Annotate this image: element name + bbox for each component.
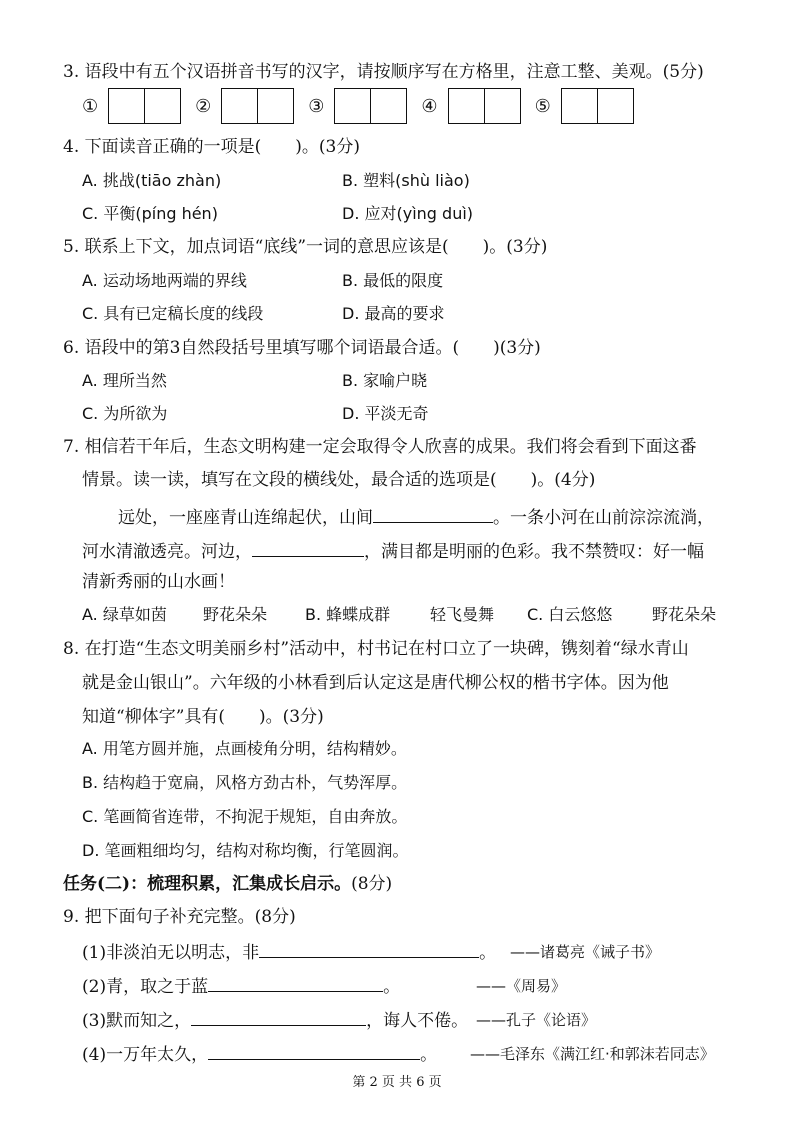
box-grid-3[interactable] — [334, 88, 407, 124]
q9-s3-text: (3)默而知之， — [82, 1011, 192, 1031]
q6-option-c: C. 为所欲为 — [82, 404, 168, 423]
q7-passage-text: 河水清澈透亮。河边， — [82, 542, 252, 562]
q4-option-d: D. 应对(yìng duì) — [342, 204, 474, 223]
box-grid-2[interactable] — [221, 88, 294, 124]
answer-boxes — [82, 88, 648, 124]
q9-s1-text: (1)非淡泊无以明志，非 — [82, 943, 260, 963]
q9-s3-end: ，诲人不倦。 — [366, 1011, 469, 1031]
q9-s1-end: 。 — [479, 943, 497, 963]
task2-score: (8分) — [351, 874, 393, 894]
q9-source-3: ——孔子《论语》 — [476, 1011, 597, 1029]
task2-heading — [63, 873, 392, 895]
q7-passage-text: 远处，一座座青山连绵起伏，山间 — [118, 508, 373, 528]
q5-option-c: C. 具有已定稿长度的线段 — [82, 304, 264, 323]
marker-2: ② — [195, 95, 212, 117]
q9-sentence-1 — [82, 940, 496, 964]
q8-option-b: B. 结构趋于宽扁，风格方劲古朴，气势浑厚。 — [82, 773, 408, 792]
box-grid-5[interactable] — [561, 88, 634, 124]
q7-option-a2: 野花朵朵 — [203, 605, 268, 624]
q4-text: 4. 下面读音正确的一项是( )。(3分) — [63, 137, 360, 157]
q8-option-c: C. 笔画简省连带，不拘泥于规矩，自由奔放。 — [82, 807, 408, 826]
q7-passage-text: 。一条小河在山前淙淙流淌， — [493, 508, 714, 528]
q6-option-a: A. 理所当然 — [82, 371, 167, 390]
box-grid-4[interactable] — [448, 88, 521, 124]
q6-text: 6. 语段中的第3自然段括号里填写哪个词语最合适。( )(3分) — [63, 338, 541, 358]
q5-option-d: D. 最高的要求 — [342, 304, 445, 323]
q8-line-3: 知道“柳体字”具有( )。(3分) — [82, 707, 324, 727]
q8-line-1: 8. 在打造“生态文明美丽乡村”活动中，村书记在村口立了一块碑，镌刻着“绿水青山 — [63, 639, 689, 659]
q7-option-c2: 野花朵朵 — [652, 605, 717, 624]
q9-text: 9. 把下面句子补充完整。(8分) — [63, 907, 296, 927]
q7-option-b2: 轻飞曼舞 — [430, 605, 495, 624]
marker-4: ④ — [421, 95, 438, 117]
q7-blank-2[interactable] — [252, 539, 364, 557]
q9-source-4: ——毛泽东《满江红·和郭沫若同志》 — [470, 1045, 715, 1063]
q7-blank-1[interactable] — [373, 505, 493, 523]
q7-option-b1: B. 蜂蝶成群 — [305, 605, 391, 624]
q7-line-2: 情景。读一读，填写在文段的横线处，最合适的选项是( )。(4分) — [82, 470, 596, 490]
q9-sentence-3 — [82, 1008, 468, 1032]
q4-option-a: A. 挑战(tiāo zhàn) — [82, 171, 222, 190]
q4-option-c: C. 平衡(píng hén) — [82, 204, 218, 223]
q6-option-d: D. 平淡无奇 — [342, 404, 429, 423]
q7-passage-line-3: 清新秀丽的山水画！ — [82, 572, 235, 592]
marker-1: ① — [82, 95, 99, 117]
q5-text: 5. 联系上下文，加点词语“底线”一词的意思应该是( )。(3分) — [63, 237, 548, 257]
q9-blank-2[interactable] — [208, 974, 383, 992]
task2-title: 任务(二)：梳理积累，汇集成长启示。 — [63, 874, 352, 894]
q7-line-1: 7. 相信若干年后，生态文明构建一定会取得令人欣喜的成果。我们将会看到下面这番 — [63, 437, 697, 457]
q9-s2-end: 。 — [383, 977, 401, 997]
q9-sentence-4 — [82, 1042, 437, 1066]
q4-option-b: B. 塑料(shù liào) — [342, 171, 470, 190]
q7-passage-line-2 — [82, 539, 704, 563]
q8-option-d: D. 笔画粗细均匀，结构对称均衡，行笔圆润。 — [82, 841, 409, 860]
q3-text: 3. 语段中有五个汉语拼音书写的汉字，请按顺序写在方格里，注意工整、美观。(5分) — [63, 62, 704, 82]
marker-3: ③ — [308, 95, 325, 117]
marker-5: ⑤ — [534, 95, 551, 117]
q9-source-1: ——诸葛亮《诫子书》 — [510, 943, 661, 961]
q9-blank-4[interactable] — [208, 1042, 420, 1060]
q9-blank-3[interactable] — [191, 1008, 366, 1026]
q5-option-b: B. 最低的限度 — [342, 271, 444, 290]
q9-source-2: ——《周易》 — [476, 977, 567, 995]
q9-blank-1[interactable] — [259, 940, 479, 958]
page-number: 第 2 页 共 6 页 — [352, 1075, 442, 1090]
q7-passage-line-1 — [118, 505, 714, 529]
q8-option-a: A. 用笔方圆并施，点画棱角分明，结构精妙。 — [82, 739, 407, 758]
q9-s2-text: (2)青，取之于蓝 — [82, 977, 209, 997]
q7-passage-text: ，满目都是明丽的色彩。我不禁赞叹：好一幅 — [364, 542, 704, 562]
q5-option-a: A. 运动场地两端的界线 — [82, 271, 247, 290]
q9-sentence-2 — [82, 974, 400, 998]
box-grid-1[interactable] — [108, 88, 181, 124]
q7-option-a1: A. 绿草如茵 — [82, 605, 167, 624]
q9-s4-end: 。 — [420, 1045, 438, 1065]
q6-option-b: B. 家喻户晓 — [342, 371, 428, 390]
q9-s4-text: (4)一万年太久， — [82, 1045, 209, 1065]
q7-option-c1: C. 白云悠悠 — [527, 605, 613, 624]
q8-line-2: 就是金山银山”。六年级的小林看到后认定这是唐代柳公权的楷书字体。因为他 — [82, 673, 669, 693]
